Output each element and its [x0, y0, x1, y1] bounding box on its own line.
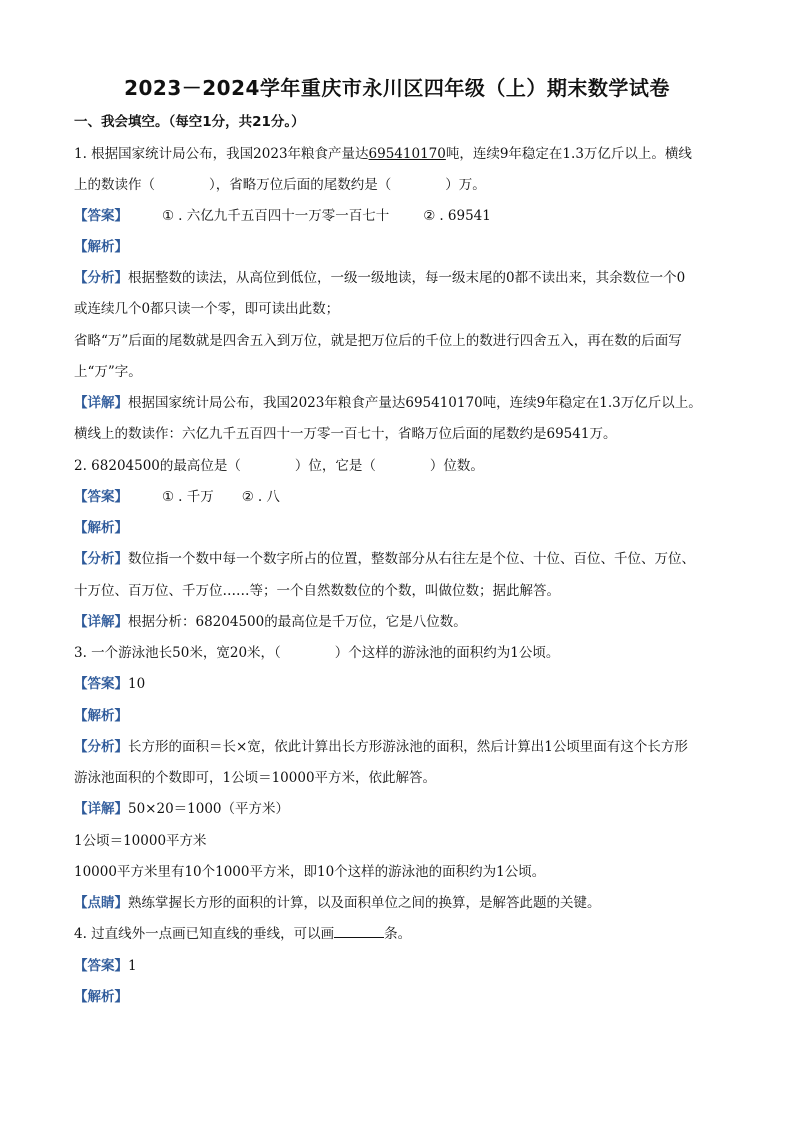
- q4-answer: [74, 954, 137, 974]
- circled-2: ②: [423, 208, 436, 224]
- q2-fenxi-text-1: 数位指一个数中每一个数字所占的位置，整数部分从右往左是个位、十位、百位、千位、万位、: [128, 551, 695, 567]
- q1-fenxi-1: [74, 266, 685, 286]
- q1-fenxi-2: 或连续几个0都只读一个零，即可读出此数；: [74, 301, 340, 317]
- q2-xiangjie: [74, 610, 467, 630]
- q2-jiexi-tag: 【解析】: [74, 520, 128, 536]
- q1-fenxi-text-1: 根据整数的读法，从高位到低位，一级一级地读，每一级末尾的0都不读出来，其余数位一个0: [128, 270, 686, 286]
- q3-calc-2: 1公顷＝10000平方米: [74, 833, 207, 849]
- q4-answer-value: 1: [128, 958, 137, 974]
- fenxi-tag: 【分析】: [74, 270, 128, 286]
- answer-tag: 【答案】: [74, 489, 128, 505]
- circled-1: ①: [162, 208, 175, 224]
- circled-2: ②: [241, 489, 254, 505]
- q1-answer: [74, 204, 491, 224]
- xiangjie-tag: 【详解】: [74, 614, 128, 630]
- q1-text-a: 1. 根据国家统计局公布，我国2023年粮食产量达: [74, 146, 369, 162]
- q1-xiangjie-text-1: 根据国家统计局公布，我国2023年粮食产量达695410170吨，连续9年稳定在1.3万亿斤以上。: [128, 395, 702, 411]
- section-heading: 一、我会填空。（每空1分，共21分。）: [74, 114, 305, 130]
- answer-tag: 【答案】: [74, 208, 128, 224]
- q2-fenxi-1: [74, 547, 695, 567]
- q3-fenxi-1: [74, 735, 688, 755]
- answer-tag: 【答案】: [74, 676, 128, 692]
- q3-fenxi-text-1: 长方形的面积＝长×宽，依此计算出长方形游泳池的面积，然后计算出1公顷里面有这个长方形: [128, 739, 688, 755]
- q2-fenxi-2: 十万位、百万位、千万位……等；一个自然数数位的个数，叫做位数；据此解答。: [74, 583, 560, 599]
- q3-dianjing-text: 熟练掌握长方形的面积的计算，以及面积单位之间的换算，是解答此题的关键。: [128, 895, 601, 911]
- q3-answer: [74, 672, 145, 692]
- question-4: [74, 922, 411, 942]
- q3-xiangjie-text-1: 50×20＝1000（平方米）: [128, 801, 290, 817]
- xiangjie-tag: 【详解】: [74, 801, 128, 817]
- q1-fenxi-3: 省略“万”后面的尾数就是四舍五入到万位，就是把万位后的千位上的数进行四舍五入，再在数的后面写: [74, 333, 682, 349]
- q4-text-a: 4. 过直线外一点画已知直线的垂线，可以画: [74, 926, 335, 942]
- q2-xiangjie-text: 根据分析：68204500的最高位是千万位，它是八位数。: [128, 614, 467, 630]
- q1-xiangjie-2: 横线上的数读作：六亿九千五百四十一万零一百七十，省略万位后面的尾数约是69541万。: [74, 426, 617, 442]
- q3-jiexi-tag: 【解析】: [74, 708, 128, 724]
- circled-1: ①: [162, 489, 175, 505]
- q1-text-b: 吨，连续9年稳定在1.3万亿斤以上。横线: [445, 146, 692, 162]
- q1-xiangjie-1: [74, 391, 702, 411]
- xiangjie-tag: 【详解】: [74, 395, 128, 411]
- question-2: 2. 68204500的最高位是（ ）位，它是（ ）位数。: [74, 458, 484, 474]
- dianjing-tag: 【点睛】: [74, 895, 128, 911]
- q2-answer-2: . 八: [257, 489, 280, 505]
- q1-fenxi-4: 上“万”字。: [74, 364, 142, 380]
- q3-dianjing: [74, 891, 601, 911]
- q3-fenxi-2: 游泳池面积的个数即可，1公顷＝10000平方米，依此解答。: [74, 770, 437, 786]
- q4-text-b: 条。: [384, 926, 412, 942]
- q3-answer-value: 10: [128, 676, 146, 692]
- q3-calc-3: 10000平方米里有10个1000平方米，即10个这样的游泳池的面积约为1公顷。: [74, 864, 546, 880]
- q4-jiexi-tag: 【解析】: [74, 989, 128, 1005]
- page-title: 2023－2024学年重庆市永川区四年级（上）期末数学试卷: [124, 76, 670, 100]
- q3-xiangjie-1: [74, 797, 289, 817]
- q1-jiexi-tag: 【解析】: [74, 239, 128, 255]
- fenxi-tag: 【分析】: [74, 739, 128, 755]
- question-1-line-1: [74, 142, 692, 162]
- question-1-line-2: 上的数读作（ ），省略万位后面的尾数约是（ ）万。: [74, 177, 486, 193]
- q2-answer-1: . 千万: [178, 489, 214, 505]
- answer-blank: [334, 925, 384, 938]
- answer-tag: 【答案】: [74, 958, 128, 974]
- q1-answer-1: . 六亿九千五百四十一万零一百七十: [178, 208, 390, 224]
- fenxi-tag: 【分析】: [74, 551, 128, 567]
- q2-answer: [74, 485, 280, 505]
- q1-number: 695410170: [368, 146, 446, 162]
- q1-answer-2: . 69541: [439, 208, 491, 224]
- question-3: 3. 一个游泳池长50米，宽20米，（ ）个这样的游泳池的面积约为1公顷。: [74, 645, 560, 661]
